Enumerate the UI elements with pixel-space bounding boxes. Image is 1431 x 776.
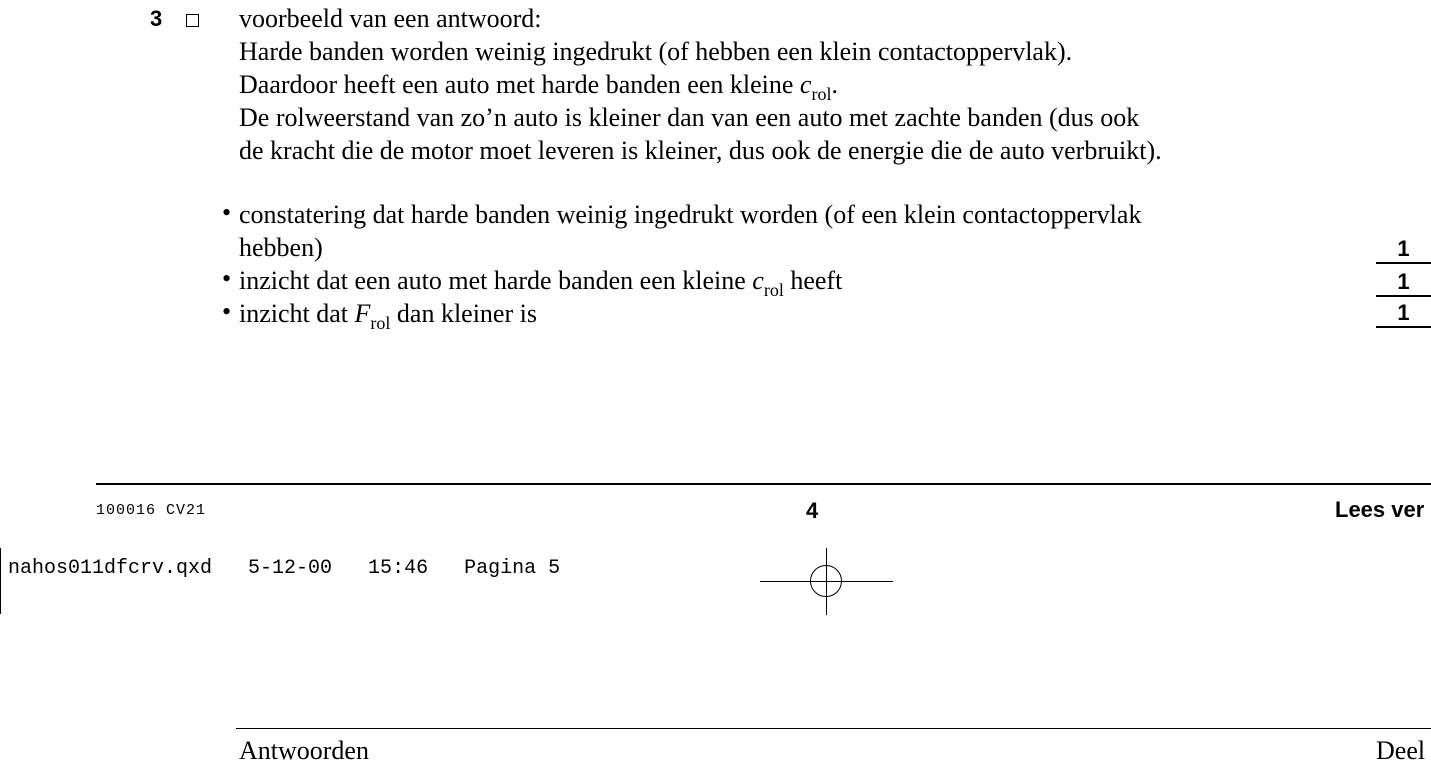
- f-rol-symbol: F: [354, 299, 371, 328]
- c-rol-symbol: c: [799, 70, 812, 99]
- bullet: •: [222, 297, 232, 326]
- answer-line-1: voorbeeld van een antwoord:: [239, 4, 542, 33]
- answer-line-4: De rolweerstand van zo’n auto is kleiner dan van een auto met zachte banden (dus ook: [239, 103, 1140, 132]
- criterion-2-end: heeft: [783, 266, 843, 295]
- question-number: 3: [150, 6, 163, 31]
- section-rule: [236, 728, 1431, 729]
- slug-line: nahos011dfcrv.qxd 5-12-00 15:46 Pagina 5: [8, 557, 561, 580]
- answer-line-3-text: Daardoor heeft een auto met harde banden een kleine: [239, 70, 800, 99]
- page-number: 4: [806, 498, 819, 523]
- lees-verder: Lees ver: [1335, 497, 1425, 522]
- c-rol-subscript: rol: [763, 280, 784, 300]
- c-rol-symbol: c: [752, 266, 764, 295]
- bullet: •: [222, 198, 232, 227]
- c-rol-subscript: rol: [811, 84, 832, 104]
- answer-line-2: Harde banden worden weinig ingedrukt (of hebben een klein contactoppervlak).: [239, 37, 1073, 66]
- answer-line-3: [239, 68, 1162, 104]
- criterion-3-text: inzicht dat: [239, 299, 355, 328]
- bullet: •: [222, 264, 232, 293]
- criterion-1: [222, 198, 1142, 231]
- footer-rule: [96, 483, 1431, 485]
- answer-line-5: de kracht die de motor moet leveren is kleiner, dus ook de energie die de auto verbruikt).: [239, 136, 1162, 165]
- scoring-criteria: [222, 198, 1142, 333]
- section-deel: Deel: [1376, 736, 1426, 765]
- criterion-3-end: dan kleiner is: [390, 299, 537, 328]
- registration-mark-icon: [810, 565, 842, 597]
- checkbox-icon[interactable]: [186, 14, 199, 27]
- crop-mark-line: [0, 548, 1, 614]
- score-1: 1: [1376, 236, 1431, 264]
- answer-example: [239, 2, 1162, 167]
- footer-code: 100016 CV21: [96, 502, 207, 519]
- criterion-2: [222, 264, 1141, 300]
- score-2: 1: [1376, 269, 1431, 297]
- criterion-1-cont: hebben): [239, 233, 323, 262]
- answer-line-3-end: .: [831, 70, 838, 99]
- criterion-2-text: inzicht dat een auto met harde banden een kleine: [239, 266, 753, 295]
- criterion-3: [222, 297, 1141, 333]
- section-title: Antwoorden: [239, 736, 369, 765]
- score-3: 1: [1376, 300, 1431, 328]
- f-rol-subscript: rol: [370, 313, 391, 333]
- criterion-1-text: constatering dat harde banden weinig ingedrukt worden (of een klein contactoppervlak: [239, 200, 1142, 229]
